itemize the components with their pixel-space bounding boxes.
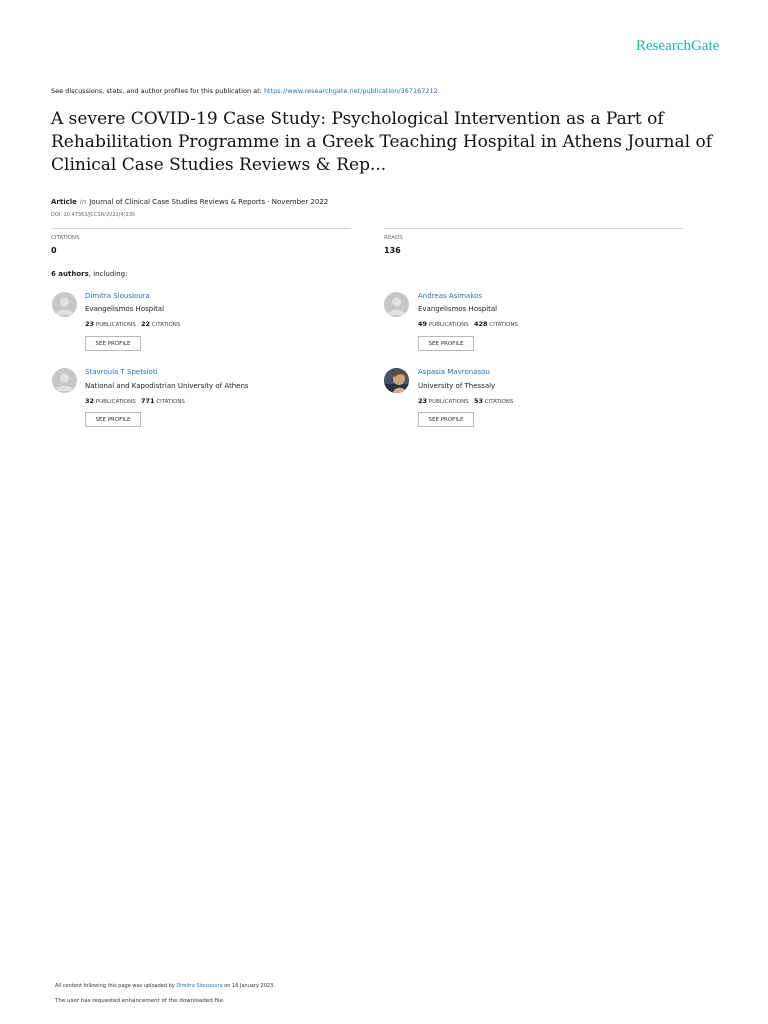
discussion-text: See discussions, stats, and author profiles for this publication at:: [51, 87, 264, 95]
person-silhouette-icon: [52, 368, 77, 393]
upload-note: [55, 983, 275, 989]
author-avatar[interactable]: [52, 292, 77, 317]
in-label: in: [79, 198, 87, 206]
publications-label: PUBLICATIONS: [95, 399, 136, 405]
person-silhouette-icon: [52, 292, 77, 317]
author-affiliation: Evangelismos Hospital: [418, 305, 498, 313]
citations-value: 0: [51, 246, 57, 255]
author-avatar[interactable]: [52, 368, 77, 393]
authors-suffix: , including:: [88, 270, 128, 278]
citations-label: CITATIONS: [51, 235, 80, 241]
citations-count: 22: [140, 320, 150, 328]
publications-count: 32: [85, 397, 95, 405]
citations-label: CITATIONS: [489, 322, 518, 328]
doi: DOI: 10.47363/JCCSR/2022(4)235: [51, 212, 136, 218]
journal-date: Journal of Clinical Case Studies Reviews & Reports · November 2022: [89, 198, 329, 206]
author-name-link[interactable]: Andreas Asimakos: [418, 292, 483, 300]
author-stats: [418, 320, 518, 328]
author-affiliation: Evangelismos Hospital: [85, 305, 165, 313]
reads-label: READS: [384, 235, 403, 241]
author-name-link[interactable]: Stavroula T Spetsioti: [85, 368, 158, 376]
citations-label: CITATIONS: [156, 399, 185, 405]
publication-url-link[interactable]: https://www.researchgate.net/publication/367167212: [263, 87, 438, 95]
author-stats: [85, 320, 180, 328]
publications-count: 23: [85, 320, 95, 328]
author-avatar[interactable]: [384, 292, 409, 317]
see-profile-button[interactable]: SEE PROFILE: [418, 412, 474, 427]
author-stats: [85, 397, 185, 405]
article-meta: [51, 198, 328, 206]
authors-count: 6 authors: [51, 270, 89, 278]
author-stats: [418, 397, 513, 405]
author-name-link[interactable]: Aspasia Mavronasou: [418, 368, 490, 376]
person-silhouette-icon: [384, 292, 409, 317]
author-affiliation: National and Kapodistrian University of Athens: [85, 382, 249, 390]
citations-count: 428: [473, 320, 488, 328]
author-photo: [384, 368, 409, 393]
author-avatar[interactable]: [384, 368, 409, 393]
citations-divider: [51, 228, 351, 229]
publications-count: 23: [418, 397, 428, 405]
authors-summary: [51, 270, 127, 278]
citations-count: 53: [473, 397, 483, 405]
enhancement-note: The user has requested enhancement of the downloaded file.: [55, 998, 225, 1004]
see-profile-button[interactable]: SEE PROFILE: [418, 336, 474, 351]
reads-divider: [384, 228, 683, 229]
citations-count: 771: [140, 397, 155, 405]
researchgate-logo[interactable]: ResearchGate: [636, 38, 720, 54]
publications-label: PUBLICATIONS: [95, 322, 136, 328]
uploader-link[interactable]: Dimitra Siousioura: [176, 983, 223, 989]
author-name-link[interactable]: Dimitra Siousioura: [85, 292, 150, 300]
reads-value: 136: [384, 246, 401, 255]
publications-label: PUBLICATIONS: [428, 399, 469, 405]
see-profile-button[interactable]: SEE PROFILE: [85, 412, 141, 427]
publications-count: 49: [418, 320, 428, 328]
upload-prefix: All content following this page was uploaded by: [55, 983, 177, 989]
publication-link-line: [51, 87, 438, 95]
paper-title: A severe COVID-19 Case Study: Psychological Intervention as a Part of Rehabilitation Programme in a Greek Teaching Hospital in Athens Journal of Clinical Case Studies Reviews & Rep...: [51, 109, 712, 175]
citations-label: CITATIONS: [484, 399, 514, 405]
author-affiliation: University of Thessaly: [418, 382, 496, 390]
publications-label: PUBLICATIONS: [428, 322, 469, 328]
upload-suffix: on 16 January 2023.: [222, 983, 275, 989]
article-type: Article: [51, 198, 77, 206]
citations-label: CITATIONS: [151, 322, 181, 328]
see-profile-button[interactable]: SEE PROFILE: [85, 336, 141, 351]
